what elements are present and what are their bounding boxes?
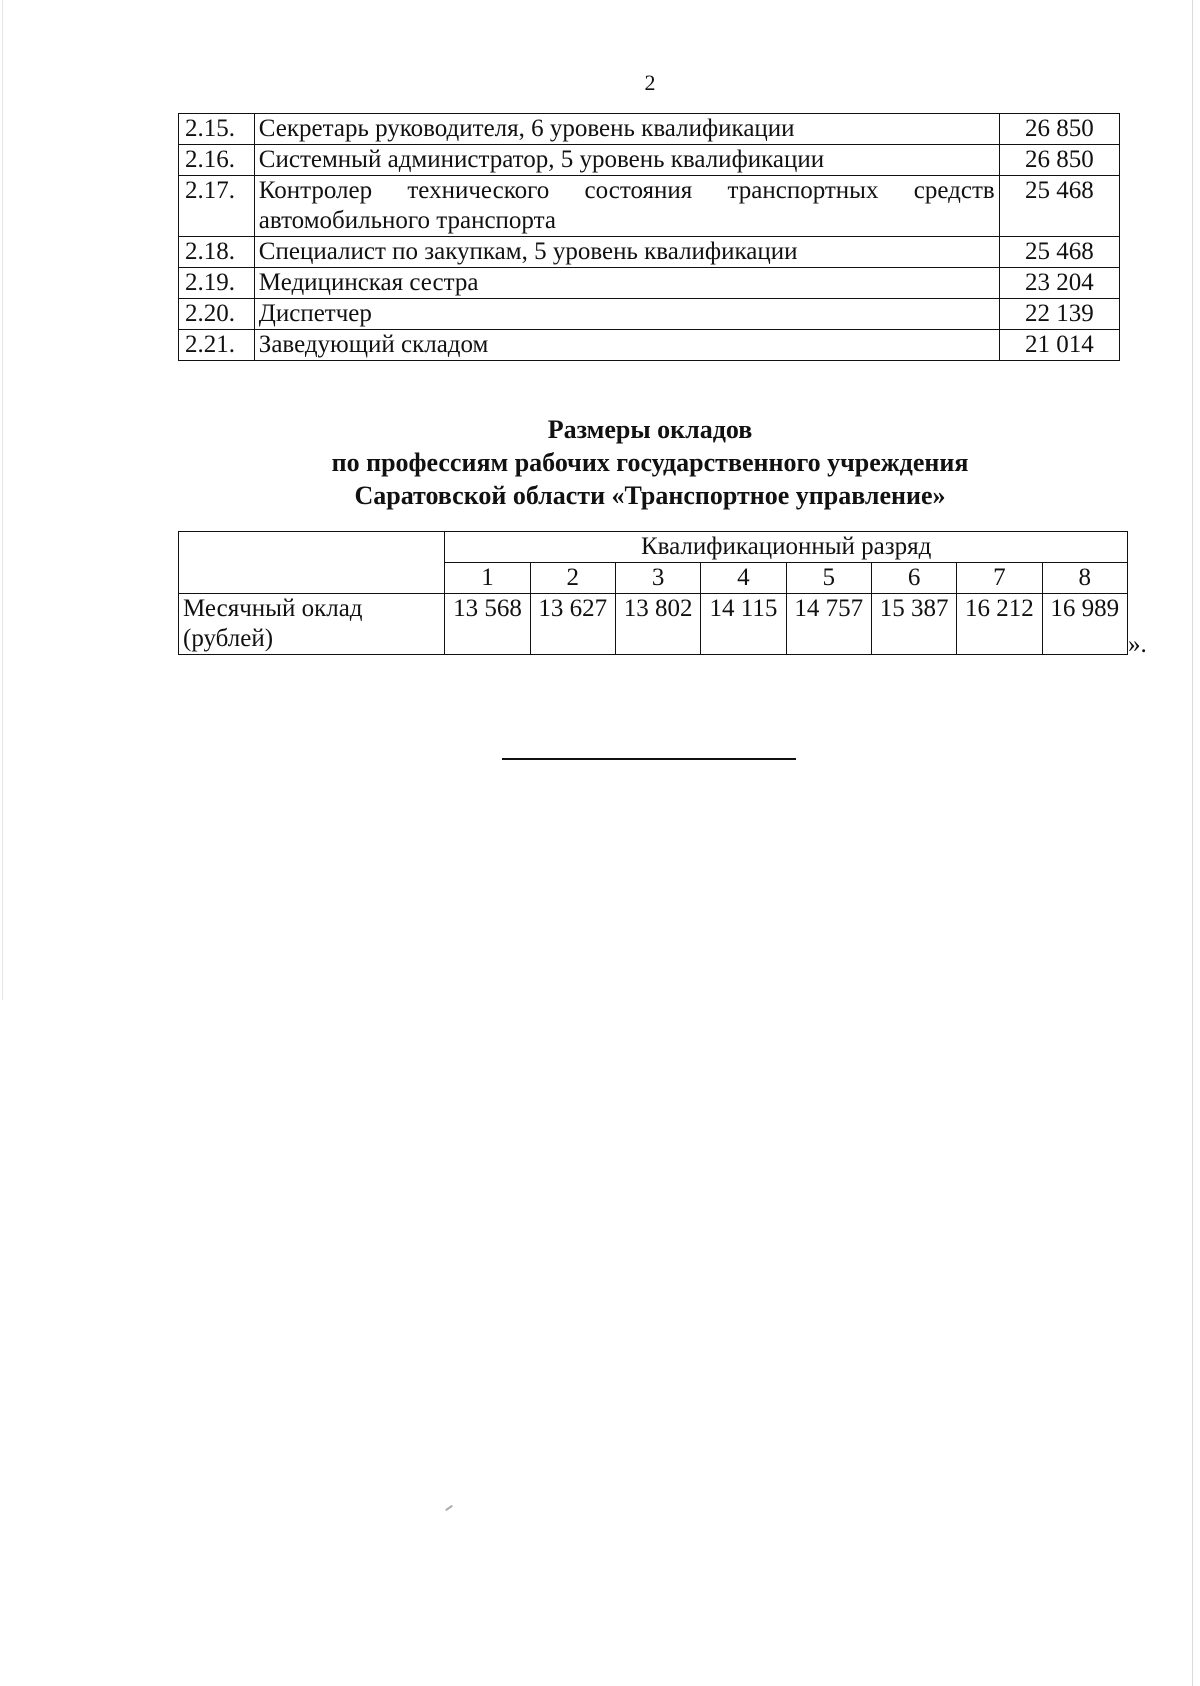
position-number: 2.15.: [179, 114, 255, 145]
end-divider: [502, 758, 796, 760]
table-row: [179, 268, 1120, 299]
position-salary: 21 014: [999, 330, 1119, 361]
position-name: Медицинская сестра: [254, 268, 999, 299]
table-row: [179, 237, 1120, 268]
heading-line: по профессиям рабочих государственного учреждения: [331, 448, 969, 477]
position-number: 2.21.: [179, 330, 255, 361]
position-name: Системный администратор, 5 уровень квалификации: [254, 145, 999, 176]
grade-number: 2: [530, 563, 615, 594]
position-name: Специалист по закупкам, 5 уровень квалификации: [254, 237, 999, 268]
grade-number: 8: [1042, 563, 1127, 594]
table-row: [179, 299, 1120, 330]
grade-salary: 15 387: [871, 594, 956, 655]
grade-number: 4: [701, 563, 786, 594]
grade-salary: 13 802: [615, 594, 700, 655]
position-salary: 25 468: [999, 237, 1119, 268]
position-number: 2.20.: [179, 299, 255, 330]
table-row: [179, 330, 1120, 361]
grade-number: 3: [615, 563, 700, 594]
grade-number: 5: [786, 563, 871, 594]
table-row: [179, 176, 1120, 237]
position-name: Контролер технического состояния транспортных средств автомобильного транспорта: [254, 176, 999, 237]
scan-speck: [445, 1505, 453, 1511]
position-number: 2.19.: [179, 268, 255, 299]
grade-number: 7: [957, 563, 1042, 594]
grade-number: 6: [871, 563, 956, 594]
empty-corner-cell: [179, 532, 445, 594]
closing-quote: ».: [1128, 631, 1147, 658]
position-number: 2.16.: [179, 145, 255, 176]
positions-salary-table: [178, 113, 1120, 361]
grade-number: 1: [445, 563, 530, 594]
table-header-row: [179, 532, 1128, 563]
section-heading: [0, 413, 1200, 512]
table-row: [179, 114, 1120, 145]
position-salary: 26 850: [999, 114, 1119, 145]
grade-salary: 14 115: [701, 594, 786, 655]
table-row: [179, 594, 1128, 655]
position-name: Диспетчер: [254, 299, 999, 330]
position-salary: 22 139: [999, 299, 1119, 330]
row-label: Месячный оклад (рублей): [179, 594, 445, 655]
grade-salary: 13 627: [530, 594, 615, 655]
scan-edge-right: [1192, 0, 1193, 1686]
position-salary: 23 204: [999, 268, 1119, 299]
grade-group-header: Квалификационный разряд: [445, 532, 1128, 563]
position-salary: 25 468: [999, 176, 1119, 237]
grade-salary: 16 989: [1042, 594, 1127, 655]
position-name: Заведующий складом: [254, 330, 999, 361]
heading-line: Размеры окладов: [547, 415, 753, 444]
page-number: 2: [644, 70, 656, 95]
grade-salary: 13 568: [445, 594, 530, 655]
position-salary: 26 850: [999, 145, 1119, 176]
heading-line: Саратовской области «Транспортное управление»: [354, 481, 946, 510]
qualification-grade-table: [178, 531, 1128, 655]
table-row: [179, 145, 1120, 176]
grade-salary: 16 212: [957, 594, 1042, 655]
position-number: 2.18.: [179, 237, 255, 268]
grade-salary: 14 757: [786, 594, 871, 655]
position-number: 2.17.: [179, 176, 255, 237]
position-name: Секретарь руководителя, 6 уровень квалификации: [254, 114, 999, 145]
